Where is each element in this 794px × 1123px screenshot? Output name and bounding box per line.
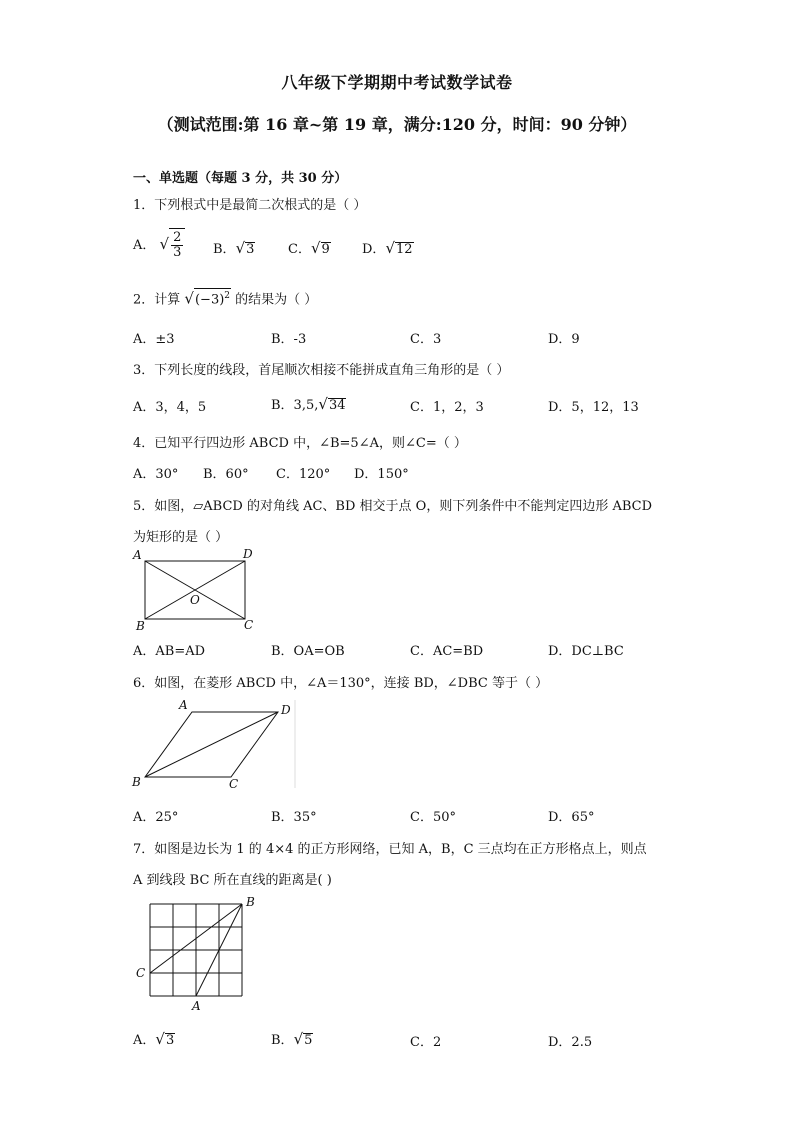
q7-option-a-radicand: 3 [165, 1033, 175, 1048]
fraction-numerator: 2 [173, 230, 182, 245]
sqrt-icon: √ [318, 395, 328, 413]
q7-option-b [271, 1029, 313, 1048]
q3-option-a: A．3，4，5 [133, 400, 207, 415]
question-2-stem [133, 288, 317, 307]
q2-stem-prefix: 2．计算 [133, 292, 181, 308]
q7-option-c: C．2 [410, 1035, 442, 1050]
rectangle-diagram [130, 547, 260, 633]
q3-option-b-prefix: B．3,5, [271, 398, 319, 413]
q1-option-b [213, 238, 255, 257]
sqrt-icon: √ [184, 289, 194, 308]
point-label-c: C [136, 966, 146, 980]
q6-option-c: C．50° [410, 810, 456, 825]
section-heading: 一、单选题（每题 3 分，共 30 分） [133, 171, 348, 186]
q4-option-b: B．60° [203, 467, 249, 482]
vertex-label-a: A [133, 548, 142, 562]
q1-option-c [288, 238, 331, 257]
fraction [171, 231, 183, 260]
sqrt-icon: √ [385, 239, 395, 257]
vertex-label-c: C [244, 618, 254, 632]
question-7-stem-line2: A 到线段 BC 所在直线的距离是( ) [133, 873, 332, 888]
point-label-b: B [246, 895, 255, 909]
q2-option-b: B．-3 [271, 332, 307, 347]
q2-radicand [194, 288, 231, 307]
q6-option-a: A．25° [133, 810, 179, 825]
sqrt-icon: √ [293, 1030, 304, 1048]
q1-option-a [133, 228, 185, 262]
sqrt-icon: √ [159, 235, 170, 253]
vertex-label-d: D [243, 547, 253, 561]
q7-option-b-radicand: 5 [304, 1033, 313, 1048]
square-grid [150, 904, 242, 996]
question-5-stem-line1: 5．如图，▱ABCD 的对角线 AC、BD 相交于点 O，则下列条件中不能判定四边形 ABCD [133, 499, 653, 514]
sqrt-icon: √ [235, 239, 246, 257]
q4-option-d: D．150° [354, 467, 409, 482]
point-label-a: A [192, 999, 201, 1013]
question-4-stem: 4．已知平行四边形 ABCD 中，∠B=5∠A，则∠C=（ ） [133, 436, 467, 451]
q7-option-a [133, 1029, 175, 1048]
q5-option-c: C．AC=BD [410, 644, 484, 659]
q2-radicand-base: (−3) [194, 292, 225, 308]
vertex-label-b: B [132, 775, 141, 789]
page-subtitle: （测试范围:第 16 章~第 19 章，满分:120 分，时间：90 分钟） [157, 115, 637, 134]
q7-option-d: D．2.5 [548, 1035, 593, 1050]
q5-option-b: B．OA=OB [271, 644, 345, 659]
question-1-stem: 1．下列根式中是最简二次根式的是（ ） [133, 198, 367, 213]
rhombus-diagram [130, 696, 300, 792]
question-6-stem: 6．如图，在菱形 ABCD 中，∠A＝130°，连接 BD，∠DBC 等于（ ） [133, 676, 549, 691]
question-5-stem-line2: 为矩形的是（ ） [133, 530, 229, 545]
q5-option-d: D．DC⊥BC [548, 644, 624, 659]
q1-option-d-label: D． [362, 242, 386, 257]
fraction-denominator: 3 [173, 245, 182, 260]
sqrt-icon: √ [155, 1030, 165, 1048]
q1-option-c-label: C． [288, 242, 311, 257]
q2-option-d: D．9 [548, 332, 580, 347]
q4-option-a: A．30° [133, 467, 179, 482]
q2-stem-suffix: 的结果为（ ） [235, 292, 318, 308]
q6-option-b: B．35° [271, 810, 317, 825]
vertex-label-c: C [229, 777, 239, 791]
q4-option-c: C．120° [276, 467, 331, 482]
diagonal-bd [145, 712, 278, 777]
q5-option-a: A．AB=AD [133, 644, 206, 659]
q3-option-c: C．1，2，3 [410, 400, 484, 415]
sqrt-icon: √ [310, 239, 321, 257]
q1-option-b-radicand: 3 [246, 242, 255, 257]
grid-diagram [130, 893, 270, 1017]
q1-option-c-radicand: 9 [321, 242, 330, 257]
q6-option-d: D．65° [548, 810, 595, 825]
vertex-label-b: B [136, 619, 145, 633]
q2-exponent: 2 [224, 291, 231, 301]
q7-option-a-label: A． [133, 1033, 156, 1048]
q3-option-b [271, 394, 346, 413]
question-3-stem: 3．下列长度的线段，首尾顺次相接不能拼成直角三角形的是（ ） [133, 363, 510, 378]
vertex-label-d: D [281, 703, 291, 717]
vertex-label-a: A [179, 698, 188, 712]
q2-option-c: C．3 [410, 332, 442, 347]
q2-option-a: A．±3 [133, 332, 175, 347]
center-label-o: O [190, 593, 200, 607]
page-title: 八年级下学期期中考试数学试卷 [281, 73, 513, 92]
q7-option-b-label: B． [271, 1033, 294, 1048]
q1-option-a-label: A． [133, 238, 156, 253]
q3-option-b-radicand: 34 [328, 398, 346, 413]
q1-option-b-label: B． [213, 242, 236, 257]
question-7-stem-line1: 7．如图是边长为 1 的 4×4 的正方形网络，已知 A，B，C 三点均在正方形格点上，则点 [133, 842, 647, 857]
q1-option-d [362, 238, 414, 257]
q3-option-d: D．5，12，13 [548, 400, 639, 415]
q1-option-d-radicand: 12 [396, 242, 413, 257]
